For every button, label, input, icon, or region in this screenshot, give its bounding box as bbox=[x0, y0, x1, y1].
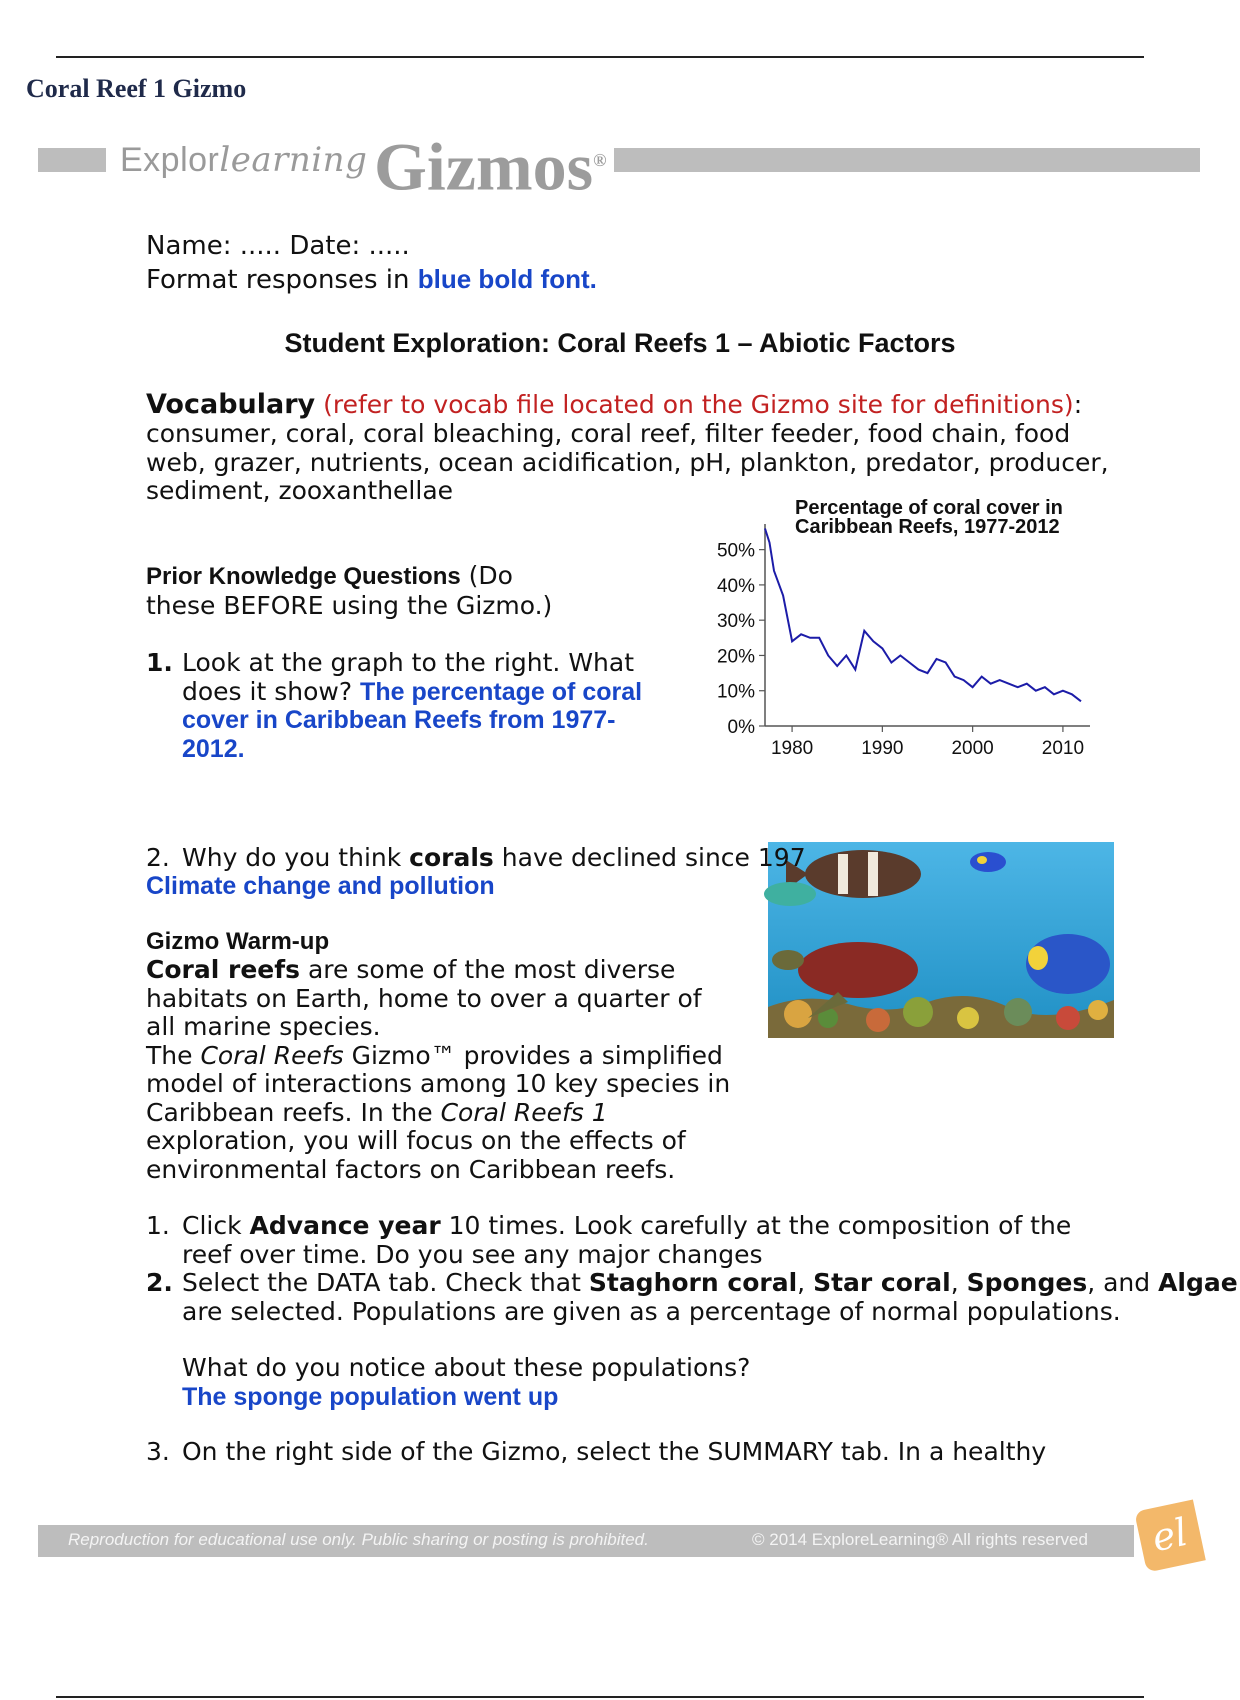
y-tick-label: 50% bbox=[716, 540, 755, 562]
banner-bar-right bbox=[614, 148, 1200, 172]
step1-number: 1. bbox=[146, 1211, 170, 1240]
format-prefix: Format responses in bbox=[146, 265, 418, 295]
q1-answer: cover in Caribbean Reefs from 1977- bbox=[182, 706, 616, 734]
y-tick-label: 0% bbox=[727, 717, 755, 738]
name-date-line: Name: ..... Date: ..... bbox=[146, 231, 410, 261]
vocab-note: (refer to vocab file located on the Gizmo site for definitions) bbox=[315, 390, 1074, 419]
step3-text: On the right side of the Gizmo, select the SUMMARY tab. In a healthy bbox=[182, 1437, 1047, 1466]
vocab-line: web, grazer, nutrients, ocean acidification, pH, plankton, predator, producer, bbox=[146, 447, 1109, 477]
step2-question: What do you notice about these populations? bbox=[182, 1353, 751, 1382]
vocab-label: Vocabulary bbox=[146, 389, 316, 420]
explorelearning-logo-icon: el bbox=[1134, 1499, 1206, 1572]
explorelearning-banner bbox=[38, 120, 1200, 205]
q1-answer: The percentage of coral bbox=[360, 677, 643, 706]
x-tick-label: 1990 bbox=[861, 738, 904, 759]
top-rule bbox=[56, 56, 1144, 58]
blue-tang-fish bbox=[970, 852, 1006, 872]
banner-bar-left bbox=[38, 148, 106, 172]
document-title: Coral Reef 1 Gizmo bbox=[26, 74, 247, 103]
x-tick-label: 2010 bbox=[1041, 738, 1085, 759]
page-title: Student Exploration: Coral Reefs 1 – Abiotic Factors bbox=[284, 328, 956, 358]
x-tick-label: 1980 bbox=[770, 738, 814, 759]
y-tick-label: 20% bbox=[716, 646, 755, 668]
y-tick-label: 10% bbox=[716, 681, 755, 703]
step2-text: Select the DATA tab. Check that Staghorn coral, Star coral, Sponges, and Algae are selected. Populations are given as a percentage of normal populations. bbox=[182, 1268, 1238, 1326]
footer-disclaimer: Reproduction for educational use only. Public sharing or posting is prohibited. bbox=[68, 1530, 649, 1549]
q1-answer: 2012. bbox=[182, 734, 245, 763]
warmup-heading: Gizmo Warm-up bbox=[146, 928, 330, 955]
q1-number: 1. bbox=[146, 648, 173, 677]
q2-answer: Climate change and pollution bbox=[146, 872, 495, 900]
warmup-paragraph: Coral reefs are some of the most diverse habitats on Earth, home to over a quarter of all marine species. The Coral Reefs Gizmo™ provides a simplified model of interactions among 10 key species in Caribbean reefs. In the Coral Reefs 1 exploration, you will focus on the effects of environmental factors on Caribbean reefs. bbox=[146, 955, 731, 1184]
vocab-line: sediment, zooxanthellae bbox=[146, 476, 454, 505]
brand-gizmos: Gizmos® bbox=[374, 128, 607, 205]
step2-number: 2. bbox=[146, 1268, 173, 1297]
footer-copyright: © 2014 ExploreLearning® All rights reserved bbox=[752, 1530, 1088, 1549]
chart-title-line: Percentage of coral cover in bbox=[795, 497, 1063, 519]
prior-knowledge-heading: Prior Knowledge Questions (Do these BEFORE using the Gizmo.) bbox=[146, 561, 553, 620]
format-instructions bbox=[146, 265, 597, 295]
q1-text: Look at the graph to the right. What does it show? The percentage of coral cover in Caribbean Reefs from 1977- 2012. bbox=[182, 648, 643, 763]
vocab-line: consumer, coral, coral bleaching, coral reef, filter feeder, food chain, food bbox=[146, 419, 1071, 448]
bottom-rule bbox=[56, 1696, 1144, 1698]
parrotfish bbox=[764, 882, 816, 906]
vocabulary-list bbox=[146, 420, 1109, 506]
brand-explorelearning: Explorlearning bbox=[120, 140, 368, 180]
step1-text: Click Advance year 10 times. Look carefully at the composition of the reef over time. Do you see any major changes bbox=[182, 1211, 1072, 1269]
x-tick-label: 2000 bbox=[951, 738, 994, 759]
format-emphasis: blue bold font. bbox=[417, 264, 597, 294]
step3-number: 3. bbox=[146, 1437, 170, 1466]
footer-bar bbox=[38, 1525, 1134, 1557]
coral-cover-chart bbox=[690, 494, 1100, 760]
step2-answer: The sponge population went up bbox=[182, 1383, 559, 1411]
y-tick-label: 40% bbox=[716, 575, 755, 597]
coral-cover-series-line bbox=[765, 529, 1081, 702]
q2-number: 2. bbox=[146, 843, 170, 872]
chart-title-line: Caribbean Reefs, 1977-2012 bbox=[795, 516, 1060, 538]
angelfish bbox=[1026, 934, 1110, 994]
q2-text: Why do you think corals have declined since 197 bbox=[182, 843, 806, 872]
y-tick-label: 30% bbox=[716, 611, 755, 633]
coral-reef-illustration bbox=[768, 842, 1114, 1038]
vocabulary-heading: Vocabulary (refer to vocab file located on the Gizmo site for definitions): bbox=[146, 389, 1083, 420]
